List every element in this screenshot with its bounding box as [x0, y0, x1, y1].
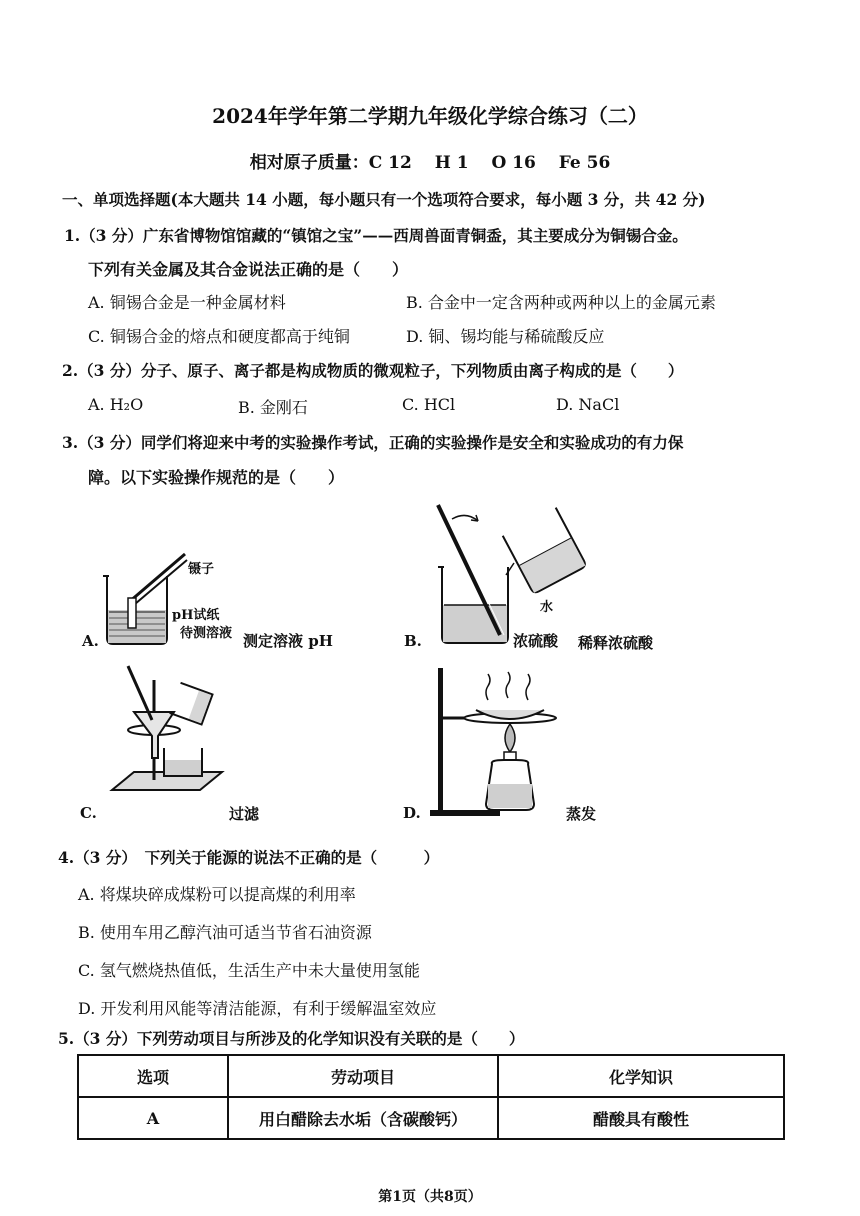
- q2-option-d: D. NaCl: [556, 395, 620, 414]
- q2-option-a: A. H₂O: [88, 395, 144, 414]
- q4-option-a: A. 将煤块碎成煤粉可以提高煤的利用率: [78, 885, 356, 904]
- figure-b-caption: 稀释浓硫酸: [578, 634, 654, 652]
- q5-stem: 5.（3 分）下列劳动项目与所涉及的化学知识没有关联的是（ ）: [58, 1029, 525, 1048]
- q2-option-c: C. HCl: [402, 395, 456, 414]
- table-cell: 用白醋除去水垢（含碳酸钙）: [228, 1097, 498, 1139]
- page-title: 2024年学年第二学期九年级化学综合练习（二）: [212, 104, 648, 128]
- q2-option-b: B. 金刚石: [238, 398, 308, 417]
- table-header-cell: 选项: [78, 1055, 228, 1097]
- label-water: 水: [540, 600, 554, 615]
- q2-stem: 2.（3 分）分子、原子、离子都是构成物质的微观粒子，下列物质由离子构成的是（ ）: [62, 361, 684, 380]
- figure-a-letter: A.: [82, 632, 99, 650]
- label-ph-paper: pH试纸: [172, 608, 220, 623]
- q5-table: [77, 1054, 785, 1140]
- q4-option-b: B. 使用车用乙醇汽油可适当节省石油资源: [78, 923, 372, 942]
- q3-stem-line1: 3.（3 分）同学们将迎来中考的实验操作考试，正确的实验操作是安全和实验成功的有力保: [62, 433, 684, 452]
- figure-c-caption: 过滤: [229, 805, 260, 823]
- q1-option-c: C. 铜锡合金的熔点和硬度都高于纯铜: [88, 327, 350, 346]
- atomic-mass-line: 相对原子质量：C 12 H 1 O 16 Fe 56: [249, 153, 611, 173]
- q1-option-a: A. 铜锡合金是一种金属材料: [88, 293, 286, 312]
- figure-dilute-acid: [428, 495, 588, 655]
- page-footer: 第1页（共8页）: [378, 1189, 482, 1205]
- table-header-cell: 化学知识: [498, 1055, 784, 1097]
- label-conc-acid: 浓硫酸: [513, 632, 559, 650]
- q1-option-d: D. 铜、锡均能与稀硫酸反应: [406, 327, 605, 346]
- label-test-solution: 待测溶液: [180, 626, 233, 641]
- figure-filtration: [110, 660, 225, 820]
- figure-c-letter: C.: [80, 804, 97, 822]
- q1-stem-line2: 下列有关金属及其合金说法正确的是（ ）: [88, 260, 409, 279]
- figure-d-letter: D.: [403, 804, 421, 822]
- figure-b-letter: B.: [404, 632, 422, 650]
- q4-option-d: D. 开发利用风能等清洁能源，有利于缓解温室效应: [78, 999, 437, 1018]
- q1-stem-line1: 1.（3 分）广东省博物馆馆藏的“镇馆之宝”——西周兽面青铜盉，其主要成分为铜锡合金。: [64, 226, 688, 245]
- figure-d-caption: 蒸发: [566, 805, 597, 823]
- figure-evaporation: [430, 664, 560, 824]
- label-tweezers: 镊子: [188, 562, 215, 577]
- q4-stem: 4.（3 分） 下列关于能源的说法不正确的是（ ）: [58, 848, 440, 867]
- figure-a-caption: 测定溶液 pH: [243, 632, 333, 650]
- table-cell: 醋酸具有酸性: [498, 1097, 784, 1139]
- q3-stem-line2: 障。以下实验操作规范的是（ ）: [88, 468, 345, 487]
- q4-option-c: C. 氢气燃烧热值低，生活生产中未大量使用氢能: [78, 961, 420, 980]
- figure-ph-test: [95, 540, 185, 650]
- table-row: [78, 1097, 784, 1139]
- table-header-row: [78, 1055, 784, 1097]
- q1-option-b: B. 合金中一定含两种或两种以上的金属元素: [406, 293, 716, 312]
- table-header-cell: 劳动项目: [228, 1055, 498, 1097]
- table-cell: A: [78, 1097, 228, 1139]
- section-heading: 一、单项选择题(本大题共 14 小题，每小题只有一个选项符合要求，每小题 3 分，共 42 分): [62, 190, 706, 209]
